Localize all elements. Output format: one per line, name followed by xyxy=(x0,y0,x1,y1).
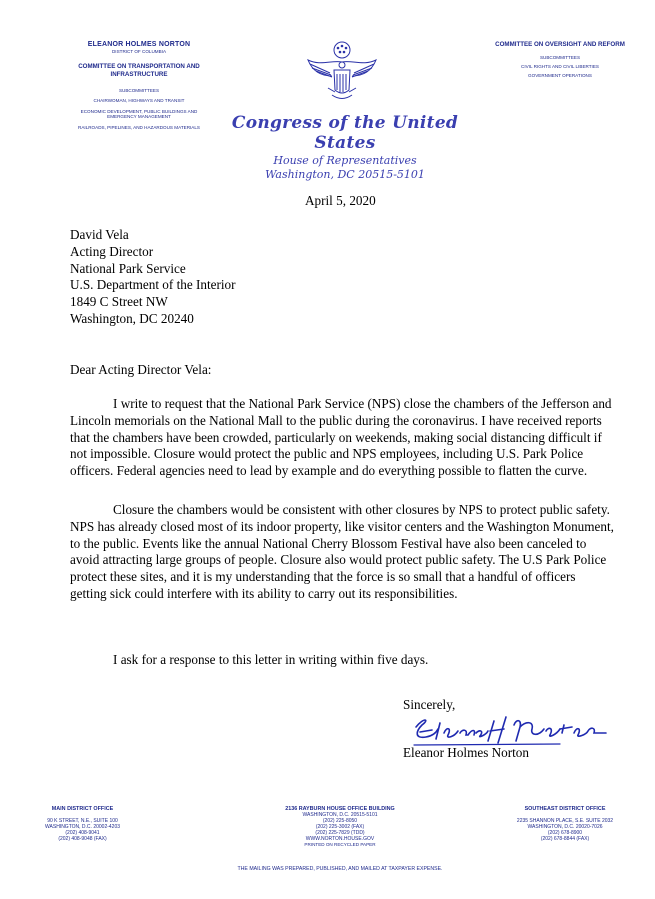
address-line: National Park Service xyxy=(70,260,186,276)
house-title: House of Representatives xyxy=(273,154,417,167)
footer-left-line: (202) 408-9041 xyxy=(65,830,100,836)
subcommittee-government-operations: GOVERNMENT OPERATIONS xyxy=(528,73,592,78)
subcommittee-civil-rights: CIVIL RIGHTS AND CIVIL LIBERTIES xyxy=(521,64,599,69)
body-paragraph-3: I ask for a response to this letter in writing within five days. xyxy=(113,652,429,667)
footer-center-line: (202) 225-8050 xyxy=(322,818,358,824)
subcommittee-railroads: RAILROADS, PIPELINES, AND HAZARDOUS MATERIALS xyxy=(78,124,200,130)
footer-left-heading: MAIN DISTRICT OFFICE xyxy=(51,806,114,812)
subcommittees-label-right: SUBCOMMITTEES xyxy=(539,55,581,60)
footer-left-line: WASHINGTON, D.C. 20002-4203 xyxy=(44,824,121,830)
footer-right-line: 2235 SHANNON PLACE, S.E. SUITE 2032 xyxy=(516,818,614,824)
member-district: DISTRICT OF COLUMBIA xyxy=(111,49,167,54)
handwritten-signature xyxy=(410,715,610,749)
letterhead-right xyxy=(490,41,630,78)
footer-main-district-office xyxy=(30,806,135,842)
signer-name: Eleanor Holmes Norton xyxy=(403,745,529,760)
footer-right-line: WASHINGTON, D.C. 20020-7026 xyxy=(527,824,603,830)
footer-right-heading: SOUTHEAST DISTRICT OFFICE xyxy=(524,806,606,812)
eagle-seal-icon xyxy=(302,40,382,112)
printed-on-recycled: PRINTED ON RECYCLED PAPER xyxy=(304,842,376,847)
letterhead-left xyxy=(70,41,208,130)
closing: Sincerely, xyxy=(403,697,456,712)
footer-center-line: (202) 225-3002 (FAX) xyxy=(315,824,365,830)
footer-right-line: (202) 678-8900 xyxy=(547,830,583,836)
letter-date: April 5, 2020 xyxy=(305,193,376,208)
footer-southeast-district-office xyxy=(510,806,620,842)
footer-center-line: WASHINGTON, D.C. 20515-5101 xyxy=(302,812,378,818)
address-line: David Vela xyxy=(70,227,129,242)
body-paragraph-2: Closure the chambers would be consistent with other closures by NPS to protect public safety. NPS has already closed most of its indoor property, like visitor centers and the Washington Monument, to the public. Events like the annual National Cherry Blossom Festival have also been canceled to avoid attracting large groups of people. Closure also would protect public safety. The U.S Park Police protect these sites, and it is my understanding that the force is so small that a handful of officers getting sick could interfere with its ability to carry out its responsibilities. xyxy=(70,502,614,601)
recipient-address xyxy=(70,227,236,328)
subcommittees-label-left: SUBCOMMITTEES xyxy=(118,88,160,93)
footer-website[interactable]: WWW.NORTON.HOUSE.GOV xyxy=(305,836,375,842)
footer-rayburn-office xyxy=(240,806,440,848)
subcommittee-highways: CHAIRWOMAN, HIGHWAYS AND TRANSIT xyxy=(93,98,185,103)
address-line: 1849 C Street NW xyxy=(70,294,168,310)
city-line: Washington, DC 20515-5101 xyxy=(265,168,425,181)
address-line: Acting Director xyxy=(70,243,154,259)
footer-right-line: (202) 678-8844 (FAX) xyxy=(540,836,590,842)
body-paragraph-1: I write to request that the National Park Service (NPS) close the chambers of the Jefferson and Lincoln memorials on the National Mall to the public during the coronavirus. I have received reports that the chambers have been crowded, particularly on weekends, making social distancing difficult if not impossible. Closure would protect the public and NPS employees, including U.S. Park Police officers. Federal agencies need to lead by example and do everything possible to flatten the curve. xyxy=(70,396,612,479)
footer-center-heading: 2136 RAYBURN HOUSE OFFICE BUILDING xyxy=(285,806,395,812)
salutation: Dear Acting Director Vela: xyxy=(70,362,212,377)
congress-title: Congress of the United States xyxy=(231,113,459,153)
subcommittee-economic: ECONOMIC DEVELOPMENT, PUBLIC BUILDINGS AND EMERGENCY MANAGEMENT xyxy=(80,108,198,120)
footer-center-line: (202) 225-7829 (TDD) xyxy=(315,830,365,836)
mailing-disclaimer: THE MAILING WAS PREPARED, PUBLISHED, AND MAILED AT TAXPAYER EXPENSE. xyxy=(237,866,443,872)
address-line: U.S. Department of the Interior xyxy=(70,277,236,293)
footer-left-line: 90 K STREET, N.E., SUITE 100 xyxy=(47,818,118,824)
member-name: ELEANOR HOLMES NORTON xyxy=(87,41,191,48)
footer-left-line: (202) 408-9048 (FAX) xyxy=(58,836,107,842)
committee-transportation: COMMITTEE ON TRANSPORTATION AND INFRASTRUCTURE xyxy=(78,63,200,78)
address-line: Washington, DC 20240 xyxy=(70,310,194,326)
congress-title-block xyxy=(210,113,480,181)
committee-oversight: COMMITTEE ON OVERSIGHT AND REFORM xyxy=(495,41,625,48)
